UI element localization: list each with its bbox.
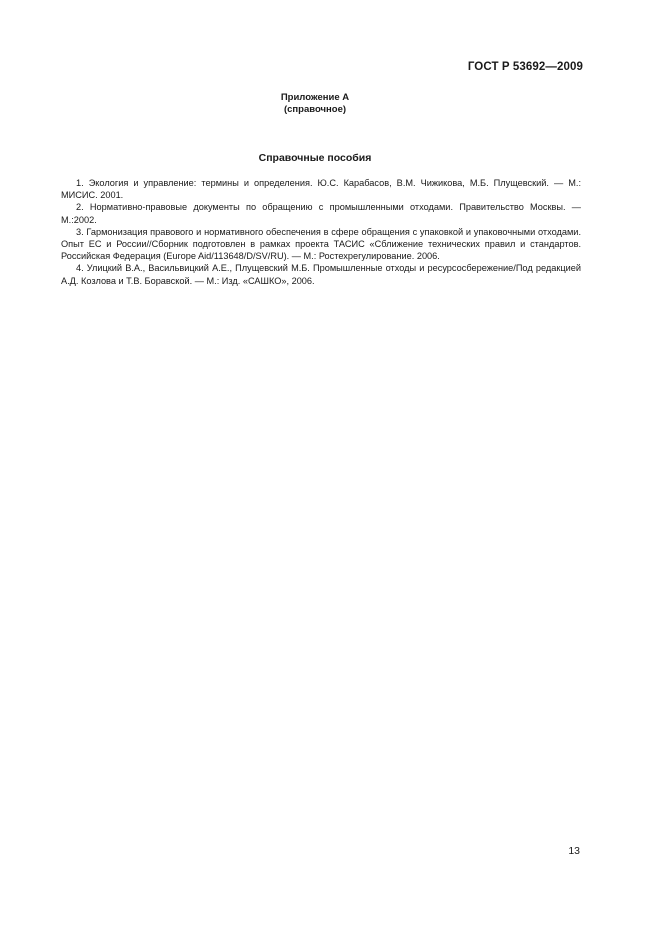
- reference-item: 3. Гармонизация правового и нормативного обеспечения в сфере обращения с упаковкой и упаковочными отходами. Опыт ЕС и России//Сборник подготовлен в рамках проекта ТАСИС «Сближение технических правил и стандартов. Российская Федерация (Europe Aid/113648/D/SV/RU). — М.: Ростехрегулирование. 2006.: [61, 226, 581, 262]
- reference-item: 4. Улицкий В.А., Васильвицкий А.Е., Плущевский М.Б. Промышленные отходы и ресурсосбережение/Под редакцией А.Д. Козлова и Т.В. Боравской. — М.: Изд. «САШКО», 2006.: [61, 263, 581, 286]
- appendix-heading: [0, 92, 630, 116]
- appendix-title: Приложение А: [280, 92, 350, 103]
- page-number: 13: [568, 845, 580, 857]
- reference-item: 1. Экология и управление: термины и определения. Ю.С. Карабасов, В.М. Чижикова, М.Б. Плущевский. — М.: МИСИС. 2001.: [61, 178, 581, 201]
- reference-list: [61, 177, 581, 287]
- document-code: ГОСТ Р 53692—2009: [467, 61, 583, 73]
- section-title: Справочные пособия: [258, 152, 372, 164]
- appendix-subtitle: (справочное): [283, 104, 347, 115]
- reference-item: 2. Нормативно-правовые документы по обращению с промышленными отходами. Правительство Москвы. — М.:2002.: [61, 202, 581, 225]
